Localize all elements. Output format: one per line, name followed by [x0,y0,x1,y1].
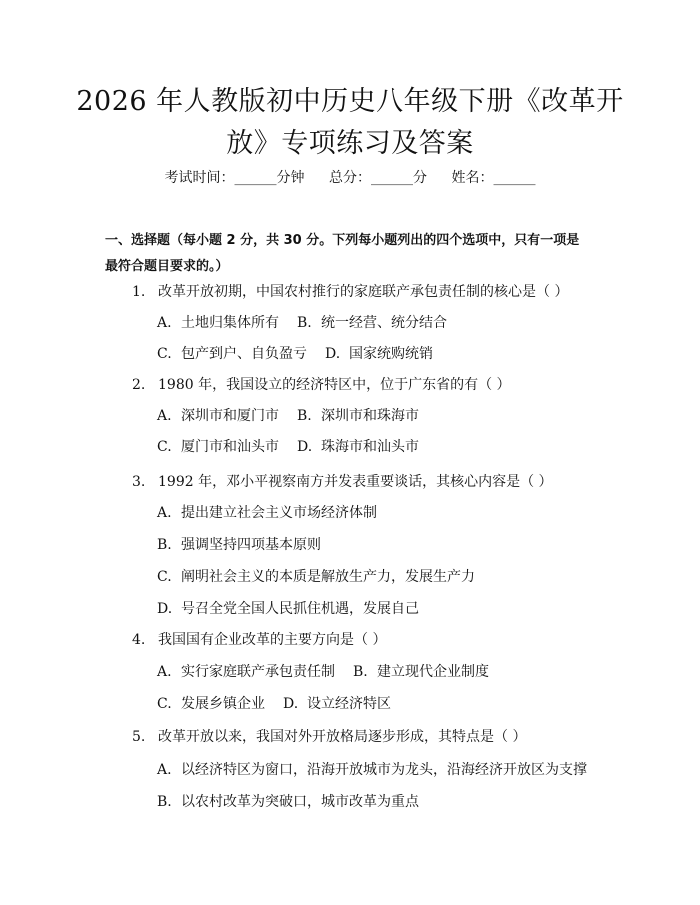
option-label: B. [297,408,312,424]
option-text: 号召全党全国人民抓住机遇，发展自己 [181,601,419,617]
option-label: C. [157,346,172,362]
student-name: 姓名：______ [451,170,536,186]
option-text: 以经济特区为窗口，沿海开放城市为龙头，沿海经济开放区为支撑 [181,762,587,778]
exam-time: 考试时间：______分钟 [164,170,305,186]
option-text: 国家统购统销 [349,346,433,362]
question-3 [132,472,553,492]
total-score: 总分：______分 [329,170,427,186]
option-label: A. [157,762,172,778]
section-heading-line-1: 一、选择题（每小题 2 分，共 30 分。下列每小题列出的四个选项中，只有一项是 [105,233,580,248]
option-label: D. [297,439,313,455]
option-text: 深圳市和珠海市 [321,408,419,424]
document-title-line-1: 2026 年人教版初中历史八年级下册《改革开 [76,86,624,117]
option-label: A. [157,408,172,424]
question-1-options-row-1 [157,313,447,333]
option-text: 实行家庭联产承包责任制 [181,664,335,680]
option-text: 深圳市和厦门市 [181,408,279,424]
option-text: 统一经营、统分结合 [321,315,447,331]
section-heading [105,228,605,280]
question-1-options-row-2 [157,344,433,364]
option-label: B. [157,794,172,810]
option-label: B. [297,315,312,331]
question-5-option-b [157,792,419,812]
option-label: A. [157,505,172,521]
question-4-options-row-1 [157,662,489,682]
option-text: 包产到户、自负盈亏 [181,346,307,362]
question-4 [132,630,386,650]
option-text: 珠海市和汕头市 [321,439,419,455]
question-3-option-a [157,503,377,523]
question-5-option-a [157,760,587,780]
option-text: 土地归集体所有 [181,315,279,331]
option-label: D. [157,601,173,617]
question-3-option-c [157,567,475,587]
document-title-line-2: 放》专项练习及答案 [226,128,474,159]
option-label: C. [157,569,172,585]
option-label: A. [157,315,172,331]
question-text: 我国国有企业改革的主要方向是（ ） [158,632,387,648]
question-text: 改革开放以来，我国对外开放格局逐步形成，其特点是（ ） [158,729,527,745]
option-text: 建立现代企业制度 [377,664,489,680]
option-text: 阐明社会主义的本质是解放生产力，发展生产力 [181,569,475,585]
option-label: C. [157,696,172,712]
question-text: 改革开放初期，中国农村推行的家庭联产承包责任制的核心是（ ） [158,284,569,300]
question-4-options-row-2 [157,694,391,714]
question-5 [132,727,526,747]
option-label: D. [283,696,299,712]
question-text: 1980 年，我国设立的经济特区中，位于广东省的有（ ） [158,377,511,393]
option-label: C. [157,439,172,455]
option-text: 发展乡镇企业 [181,696,265,712]
question-number: 3. [132,474,146,490]
option-text: 设立经济特区 [307,696,391,712]
section-heading-line-2: 最符合题目要求的。） [105,259,229,274]
question-2-options-row-1 [157,406,419,426]
option-label: A. [157,664,172,680]
question-text: 1992 年，邓小平视察南方并发表重要谈话，其核心内容是（ ） [158,474,553,490]
option-label: D. [325,346,341,362]
option-label: B. [157,537,172,553]
question-number: 5. [132,729,146,745]
option-text: 提出建立社会主义市场经济体制 [181,505,377,521]
option-text: 厦门市和汕头市 [181,439,279,455]
question-3-option-b [157,535,321,555]
option-label: B. [353,664,368,680]
option-text: 强调坚持四项基本原则 [181,537,321,553]
question-number: 1. [132,284,146,300]
question-3-option-d [157,599,419,619]
exam-info [0,168,700,188]
question-2-options-row-2 [157,437,419,457]
option-text: 以农村改革为突破口，城市改革为重点 [181,794,419,810]
question-1 [132,282,568,302]
question-number: 4. [132,632,146,648]
question-number: 2. [132,377,146,393]
question-2 [132,375,511,395]
